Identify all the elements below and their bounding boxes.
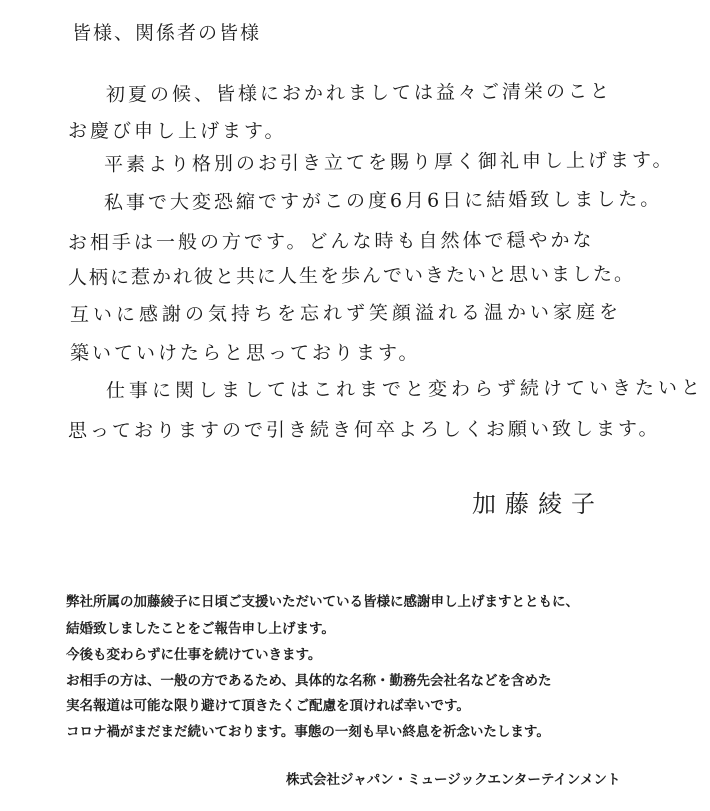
letter-line: 築いていけたらと思っております。: [70, 342, 421, 364]
statement-line: コロナ禍がまだまだ続いております。事態の一刻も早い終息を祈念いたします。: [66, 724, 550, 740]
letter-line: お慶び申し上げます。: [68, 120, 287, 142]
company-name: 株式会社ジャパン・ミュージックエンターテインメント: [286, 772, 621, 788]
letter-line: 初夏の候、皆様におかれましては益々ご清栄のこと: [105, 80, 613, 106]
statement-line: お相手の方は、一般の方であるため、具体的な名称・勤務先会社名などを含めた: [66, 673, 552, 689]
letter-line: 私事で大変恐縮ですがこの度6月6日に結婚致しました。: [103, 188, 663, 214]
letter-line: 平素より格別のお引き立てを賜り厚く御礼申し上げます。: [103, 149, 675, 176]
letter-signature: 加藤綾子: [472, 490, 604, 518]
letter-line: 互いに感謝の気持ちを忘れず笑顔溢れる温かい家庭を: [69, 301, 623, 326]
statement-line: 実名報道は可能な限り避けて頂きたくご配慮を頂ければ幸いです。: [66, 698, 470, 714]
letter-line: 思っておりますので引き続き何卒よろしくお願い致します。: [67, 417, 661, 442]
letter-line: お相手は一般の方です。どんな時も自然体で穏やかな: [67, 229, 595, 254]
letter-line: 仕事に関しましてはこれまでと変わらず続けていきたいと: [105, 376, 705, 402]
statement-line: 結婚致しましたことをご報告申し上げます。: [66, 621, 335, 637]
letter-salutation: 皆様、関係者の皆様: [72, 22, 262, 44]
statement-line: 今後も変わらずに仕事を続けていきます。: [66, 647, 322, 663]
letter-line: 人柄に惹かれ彼と共に人生を歩んでいきたいと思いました。: [67, 263, 636, 289]
statement-line: 弊社所属の加藤綾子に日頃ご支援いただいている皆様に感謝申し上げますとともに、: [66, 594, 579, 610]
